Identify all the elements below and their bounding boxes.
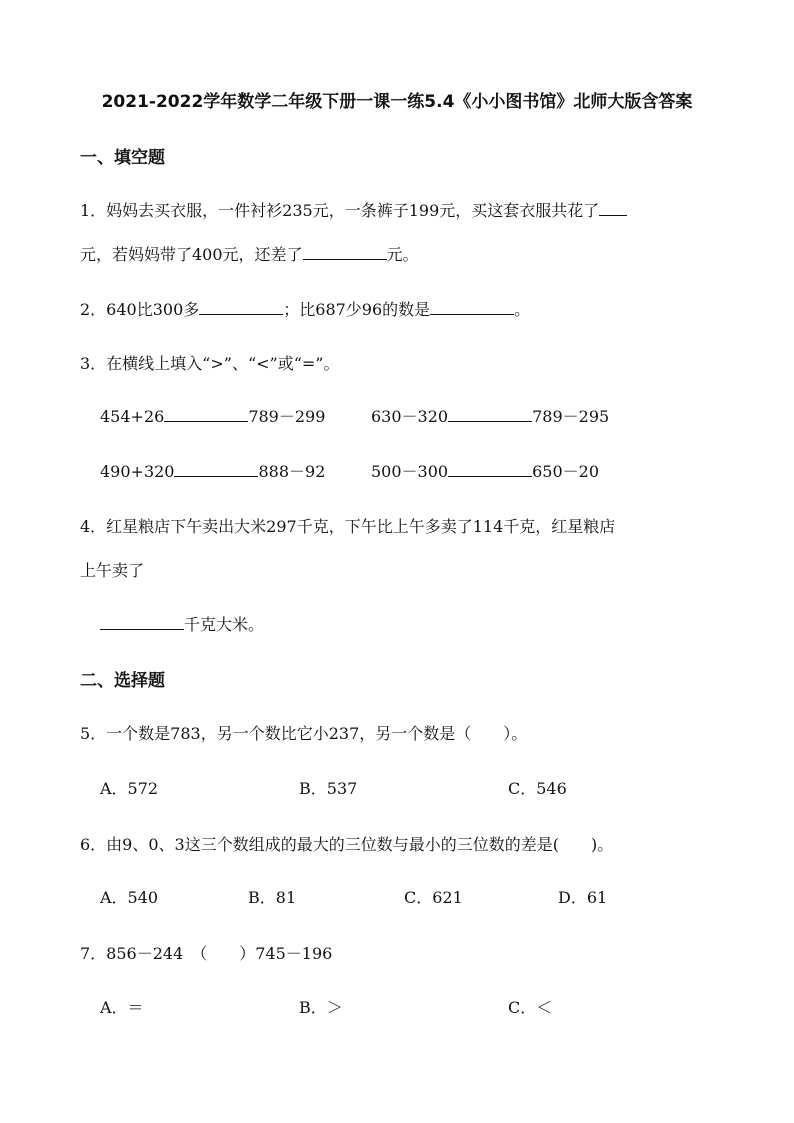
question-7: 7．856－244 （ ）745－196 [80,944,333,963]
answer-blank[interactable] [448,462,532,477]
question-1-line-1 [80,198,627,221]
option-a[interactable]: A．572 [100,779,159,798]
compare-right: 650－20 [532,462,599,481]
option-d[interactable]: D．61 [558,888,608,907]
question-2-text-1: 2．640比300多 [80,300,200,319]
answer-blank[interactable] [100,615,184,630]
section-heading-fill-blank: 一、填空题 [80,148,165,168]
option-c[interactable]: C．621 [404,888,463,907]
question-1-text-3: 元。 [386,245,419,264]
question-4-line-1: 4．红星粮店下午卖出大米297千克，下午比上午多卖了114千克，红星粮店 [80,517,616,536]
compare-left: 490+320 [100,462,175,481]
compare-item [371,459,599,482]
compare-item [371,404,609,427]
question-4-text-3: 千克大米。 [184,615,265,634]
question-2-text-3: 。 [514,300,531,319]
option-b[interactable]: B．＞ [299,998,343,1017]
compare-right: 888－92 [258,462,326,481]
answer-blank[interactable] [448,407,532,422]
question-3: 3．在横线上填入“>”、“<”或“=”。 [80,354,340,373]
answer-blank[interactable] [599,201,627,216]
option-a[interactable]: A．＝ [100,998,144,1017]
answer-blank[interactable] [164,407,248,422]
compare-right: 789－295 [532,407,610,426]
compare-left: 500－300 [371,462,449,481]
question-1-line-2 [80,242,419,265]
compare-right: 789－299 [248,407,326,426]
answer-blank[interactable] [174,462,258,477]
question-4-line-3 [100,612,264,635]
question-6: 6．由9、0、3这三个数组成的最大的三位数与最小的三位数的差是( )。 [80,835,614,854]
option-b[interactable]: B．81 [248,888,297,907]
option-c[interactable]: C．＜ [508,998,553,1017]
answer-blank[interactable] [199,300,283,315]
question-4-line-2: 上午卖了 [80,561,145,580]
question-2 [80,297,530,320]
question-1-text-2: 元，若妈妈带了400元，还差了 [80,245,303,264]
answer-blank[interactable] [303,245,387,260]
compare-left: 454+26 [100,407,165,426]
compare-left: 630－320 [371,407,449,426]
section-heading-multiple-choice: 二、选择题 [80,671,165,691]
compare-item [100,404,325,427]
answer-blank[interactable] [430,300,514,315]
option-c[interactable]: C．546 [508,779,567,798]
question-1-text: 1．妈妈去买衣服，一件衬衫235元，一条裤子199元，买这套衣服共花了 [80,201,600,220]
compare-item [100,459,325,482]
question-5: 5．一个数是783，另一个数比它小237，另一个数是（ ）。 [80,724,528,743]
option-b[interactable]: B．537 [299,779,358,798]
option-a[interactable]: A．540 [100,888,159,907]
question-2-text-2: ；比687少96的数是 [283,300,431,319]
page-title: 2021-2022学年数学二年级下册一课一练5.4《小小图书馆》北师大版含答案 [101,92,693,112]
